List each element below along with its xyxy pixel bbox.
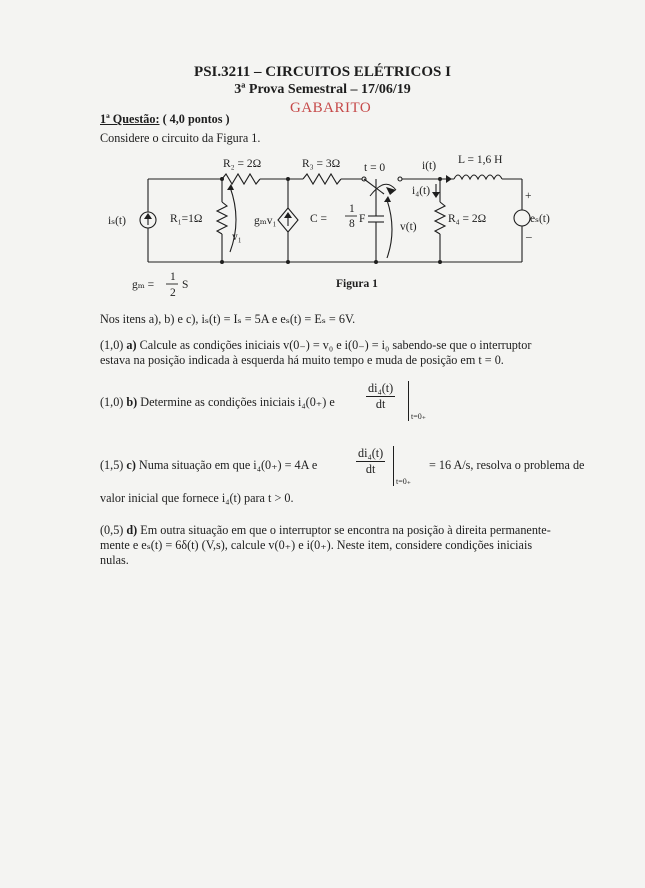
capacitor-value-num: 1 [349,203,355,215]
item-b-points: (1,0) [100,395,124,409]
item-d-text1: Em outra situação em que o interruptor se encontra na posição à direita permanente- [140,523,551,537]
item-c-points: (1,5) [100,458,124,472]
node-top-dep [286,177,290,181]
node-top-r4 [438,177,442,181]
r2-resistor [222,174,260,184]
item-a-label: a) [126,338,137,352]
node-top-r1 [220,177,224,181]
item-b-eval-bar [408,381,409,421]
r3-label: R₃ = 3Ω [302,158,341,170]
i4-label: i₄(t) [412,185,431,197]
r4-label: R₄ = 2Ω [448,213,487,225]
item-c-eval-bar [393,446,394,486]
item-b-deriv-num: di₄(t) [368,381,394,395]
switch-time-label: t = 0 [364,162,386,174]
circuit-diagram [100,150,570,300]
r4-resistor [435,202,445,234]
r3-resistor [303,174,341,184]
item-d-points: (0,5) [100,523,124,537]
item-c-label: c) [126,458,136,472]
capacitor-label: C = [310,213,328,225]
v1-arrowhead [227,184,234,190]
item-d-text3: nulas. [100,553,129,567]
gm-den: 2 [170,287,176,299]
is-arrowhead [144,213,152,219]
item-d-label: d) [126,523,138,537]
inductor-label: L = 1,6 H [458,154,503,166]
item-b-line [100,395,335,410]
item-c-text2: = 16 A/s, resolva o problema de [429,458,585,472]
item-b-text: Determine as condições iniciais i₄(0₊) e [140,395,335,409]
r1-label: R₁=1Ω [170,213,203,225]
dep-arrowhead [284,212,292,218]
item-a-text1: Calcule as condições iniciais v(0₋) = v₀ e i(0₋) = i₀ sabendo-se que o interruptor [139,338,532,352]
item-c-deriv-num: di₄(t) [358,446,384,460]
node-bottom-dep [286,260,290,264]
exam-title: PSI.3211 – CIRCUITOS ELÉTRICOS I [194,64,451,80]
gm-v1-label: gₘv₁ [254,215,277,227]
capacitor-unit: F [359,213,366,225]
r1-resistor [217,202,227,234]
v-arc [387,200,392,258]
item-c-text3: valor inicial que fornece i₄(t) para t > 0. [100,491,294,505]
item-a-points: (1,0) [100,338,124,352]
item-b-label: b) [126,395,138,409]
node-bottom-r1 [220,260,224,264]
question-heading [100,112,230,127]
v1-label: v₁ [232,231,242,243]
item-c-text1: Numa situação em que i₄(0₊) = 4A e [138,458,318,472]
r2-label: R₂ = 2Ω [223,158,262,170]
item-c-line1 [100,458,317,473]
switch-right-terminal [398,177,402,181]
item-c-deriv-den: dt [365,462,376,476]
item-a-text2: estava na posição indicada à esquerda há muito tempo e muda de posição em t = 0. [100,353,504,367]
i-arrowhead [446,175,452,183]
item-b-derivative [366,381,395,412]
question-intro: Considere o circuito da Figura 1. [100,131,261,145]
gm-unit: S [182,279,189,291]
item-d-line1 [100,523,551,538]
node-bottom-cap [374,260,378,264]
capacitor-value-den: 8 [349,218,355,230]
item-c-eval: t=0₊ [396,477,411,486]
i-label: i(t) [422,160,437,172]
gabarito-stamp: GABARITO [290,100,372,116]
is-label: iₛ(t) [108,215,126,227]
gm-label: gₘ = [132,279,155,291]
node-bottom-r4 [438,260,442,264]
item-b-deriv-den: dt [375,397,386,411]
exam-subtitle: 3ª Prova Semestral – 17/06/19 [234,82,411,97]
question-points: ( 4,0 pontos ) [162,112,230,126]
gm-num: 1 [170,271,176,283]
item-d-text2: mente e eₛ(t) = 6δ(t) (V,s), calcule v(0₊) e i(0₊). Neste item, considere condições iniciais [100,538,533,552]
v-arrowhead [384,196,391,202]
item-b-eval: t=0₊ [411,412,426,421]
item-c-derivative [356,446,385,477]
voltage-source-es [514,210,530,226]
question-label: 1ª Questão: [100,112,160,126]
i4-arrowhead [432,192,440,198]
es-plus: + [525,190,532,202]
es-label: eₛ(t) [530,213,550,225]
figure-caption: Figura 1 [336,278,378,290]
item-a-line1 [100,338,531,353]
given-values: Nos itens a), b) e c), iₛ(t) = Iₛ = 5A e eₛ(t) = Eₛ = 6V. [100,312,356,326]
inductor [454,175,502,179]
v-label: v(t) [400,221,417,233]
es-minus: – [526,231,532,243]
